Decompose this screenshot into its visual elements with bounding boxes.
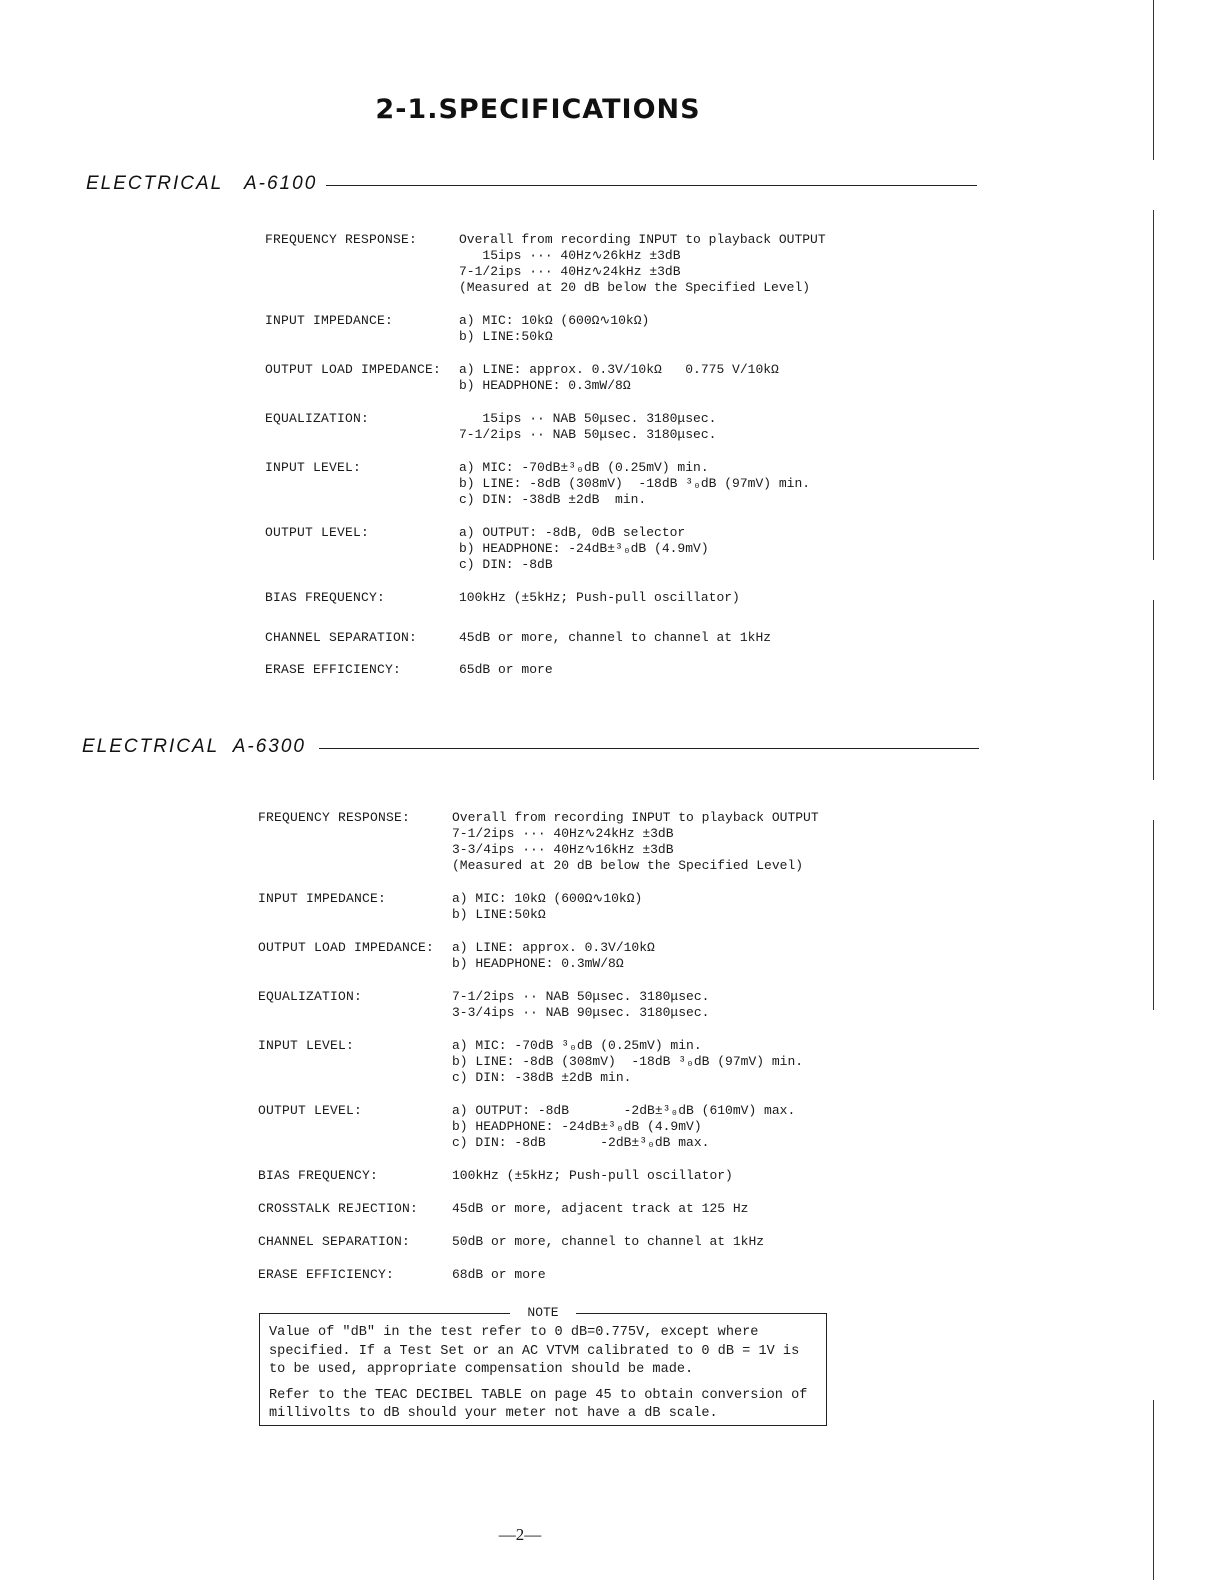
spec-label: CHANNEL SEPARATION:	[265, 630, 418, 645]
spec-value	[452, 810, 819, 874]
spec-line: (Measured at 20 dB below the Specified Level)	[452, 858, 804, 873]
spec-row-input-level	[258, 1038, 803, 1086]
spec-value	[452, 940, 655, 972]
spec-line: 45dB or more, channel to channel at 1kHz	[459, 630, 772, 645]
spec-line: a) LINE: approx. 0.3V/10kΩ 0.775 V/10kΩ	[459, 362, 779, 377]
spec-line: 15ips ·· NAB 50μsec. 3180μsec.	[459, 411, 717, 426]
section-heading-a6300	[82, 736, 979, 760]
spec-row-erase-efficiency	[258, 1267, 546, 1283]
spec-row-input-level	[265, 460, 810, 508]
note-title: NOTE	[513, 1305, 572, 1320]
spec-value	[452, 989, 709, 1021]
spec-line: c) DIN: -38dB ±2dB min.	[452, 1070, 632, 1085]
spec-line: 15ips ··· 40Hz∿26kHz ±3dB	[459, 248, 681, 263]
spec-line: a) MIC: -70dB ³₀dB (0.25mV) min.	[452, 1038, 702, 1053]
spec-line: 45dB or more, adjacent track at 125 Hz	[452, 1201, 749, 1216]
spec-value	[459, 525, 709, 573]
spec-row-bias-frequency	[258, 1168, 733, 1184]
spec-line: b) HEADPHONE: -24dB±³₀dB (4.9mV)	[459, 541, 709, 556]
spec-row-input-impedance	[258, 891, 642, 923]
spec-line: 100kHz (±5kHz; Push-pull oscillator)	[459, 590, 740, 605]
scan-edge-line	[1153, 1400, 1154, 1580]
note-top-border	[260, 1305, 826, 1322]
spec-label: INPUT IMPEDANCE:	[265, 313, 394, 328]
spec-line: 7-1/2ips ··· 40Hz∿24kHz ±3dB	[459, 264, 681, 279]
spec-label: CROSSTALK REJECTION:	[258, 1201, 419, 1216]
spec-line: Overall from recording INPUT to playback OUTPUT	[452, 810, 819, 825]
spec-label: FREQUENCY RESPONSE:	[258, 810, 411, 825]
spec-row-output-level	[258, 1103, 795, 1151]
note-box	[259, 1305, 827, 1426]
spec-line: 3-3/4ips ·· NAB 90μsec. 3180μsec.	[452, 1005, 710, 1020]
spec-row-channel-separation	[258, 1234, 764, 1250]
spec-value	[452, 1103, 795, 1151]
spec-value	[452, 1168, 733, 1184]
note-top-line-right	[576, 1313, 826, 1314]
spec-row-input-impedance	[265, 313, 649, 345]
spec-line: 7-1/2ips ·· NAB 50μsec. 3180μsec.	[459, 427, 717, 442]
scan-edge-line	[1153, 820, 1154, 1010]
spec-line: Overall from recording INPUT to playback OUTPUT	[459, 232, 826, 247]
spec-label: OUTPUT LEVEL:	[258, 1103, 363, 1118]
spec-label: OUTPUT LEVEL:	[265, 525, 370, 540]
spec-value	[452, 1267, 546, 1283]
spec-label: INPUT IMPEDANCE:	[258, 891, 387, 906]
spec-line: a) LINE: approx. 0.3V/10kΩ	[452, 940, 655, 955]
spec-line: b) HEADPHONE: -24dB±³₀dB (4.9mV)	[452, 1119, 702, 1134]
spec-label: BIAS FREQUENCY:	[265, 590, 386, 605]
spec-row-frequency-response	[258, 810, 819, 874]
spec-line: 3-3/4ips ··· 40Hz∿16kHz ±3dB	[452, 842, 674, 857]
spec-row-frequency-response	[265, 232, 826, 296]
scan-edge-line	[1153, 0, 1154, 160]
spec-line: 68dB or more	[452, 1267, 546, 1282]
section-heading-label: ELECTRICAL A-6100	[86, 173, 318, 194]
spec-line: 7-1/2ips ·· NAB 50μsec. 3180μsec.	[452, 989, 710, 1004]
spec-line: 7-1/2ips ··· 40Hz∿24kHz ±3dB	[452, 826, 674, 841]
note-paragraph: Refer to the TEAC DECIBEL TABLE on page 45 to obtain conversion of millivolts to dB should your meter not have a dB scale.	[269, 1387, 808, 1421]
spec-line: b) LINE:50kΩ	[459, 329, 553, 344]
spec-value	[452, 1234, 764, 1250]
section-rule	[326, 185, 977, 186]
spec-line: b) LINE: -8dB (308mV) -18dB ³₀dB (97mV) min.	[459, 476, 811, 491]
spec-value	[459, 313, 649, 345]
spec-label: EQUALIZATION:	[265, 411, 370, 426]
spec-label: ERASE EFFICIENCY:	[265, 662, 402, 677]
spec-line: b) LINE: -8dB (308mV) -18dB ³₀dB (97mV) min.	[452, 1054, 804, 1069]
scan-edge-line	[1153, 210, 1154, 560]
spec-label: FREQUENCY RESPONSE:	[265, 232, 418, 247]
scan-edge-line	[1153, 600, 1154, 780]
note-top-line-left	[260, 1313, 510, 1314]
spec-value	[459, 411, 716, 443]
spec-value	[452, 1038, 803, 1086]
spec-line: 65dB or more	[459, 662, 553, 677]
spec-line: a) MIC: -70dB±³₀dB (0.25mV) min.	[459, 460, 709, 475]
section-heading-a6100	[86, 173, 977, 197]
spec-value	[452, 891, 642, 923]
spec-line: b) HEADPHONE: 0.3mW/8Ω	[452, 956, 624, 971]
spec-line: a) OUTPUT: -8dB, 0dB selector	[459, 525, 686, 540]
spec-line: a) MIC: 10kΩ (600Ω∿10kΩ)	[452, 891, 643, 906]
spec-line: c) DIN: -38dB ±2dB min.	[459, 492, 647, 507]
spec-row-equalization	[265, 411, 716, 443]
spec-value	[452, 1201, 748, 1217]
spec-line: c) DIN: -8dB -2dB±³₀dB max.	[452, 1135, 710, 1150]
spec-label: CHANNEL SEPARATION:	[258, 1234, 411, 1249]
spec-value	[459, 362, 779, 394]
spec-row-channel-separation	[265, 630, 771, 646]
spec-line: 50dB or more, channel to channel at 1kHz	[452, 1234, 765, 1249]
spec-row-crosstalk-rejection	[258, 1201, 748, 1217]
spec-row-output-load-impedance	[258, 940, 655, 972]
spec-line: b) LINE:50kΩ	[452, 907, 546, 922]
spec-row-erase-efficiency	[265, 662, 553, 678]
page-title: 2-1.SPECIFICATIONS	[375, 94, 701, 125]
spec-label: EQUALIZATION:	[258, 989, 363, 1004]
section-heading-label: ELECTRICAL A-6300	[82, 736, 306, 757]
spec-line: (Measured at 20 dB below the Specified Level)	[459, 280, 811, 295]
spec-row-bias-frequency	[265, 590, 740, 606]
spec-line: a) OUTPUT: -8dB -2dB±³₀dB (610mV) max.	[452, 1103, 796, 1118]
page-number: —2—	[498, 1525, 542, 1544]
spec-label: INPUT LEVEL:	[258, 1038, 355, 1053]
note-body	[269, 1324, 822, 1424]
spec-value	[459, 232, 826, 296]
spec-label: INPUT LEVEL:	[265, 460, 362, 475]
spec-row-output-level	[265, 525, 709, 573]
spec-label: BIAS FREQUENCY:	[258, 1168, 379, 1183]
note-paragraph: Value of "dB" in the test refer to 0 dB=0.775V, except where specified. If a Test Set or an AC VTVM calibrated to 0 dB = 1V is to be used, appropriate compensation should be made.	[269, 1325, 800, 1377]
spec-value	[459, 460, 810, 508]
spec-value	[459, 630, 771, 646]
spec-label: ERASE EFFICIENCY:	[258, 1267, 395, 1282]
section-rule	[319, 748, 979, 749]
spec-value	[459, 662, 553, 678]
spec-line: 100kHz (±5kHz; Push-pull oscillator)	[452, 1168, 733, 1183]
spec-line: a) MIC: 10kΩ (600Ω∿10kΩ)	[459, 313, 650, 328]
spec-value	[459, 590, 740, 606]
spec-label: OUTPUT LOAD IMPEDANCE:	[265, 362, 442, 377]
spec-row-equalization	[258, 989, 709, 1021]
spec-row-output-load-impedance	[265, 362, 779, 394]
spec-line: b) HEADPHONE: 0.3mW/8Ω	[459, 378, 631, 393]
spec-label: OUTPUT LOAD IMPEDANCE:	[258, 940, 435, 955]
spec-line: c) DIN: -8dB	[459, 557, 553, 572]
